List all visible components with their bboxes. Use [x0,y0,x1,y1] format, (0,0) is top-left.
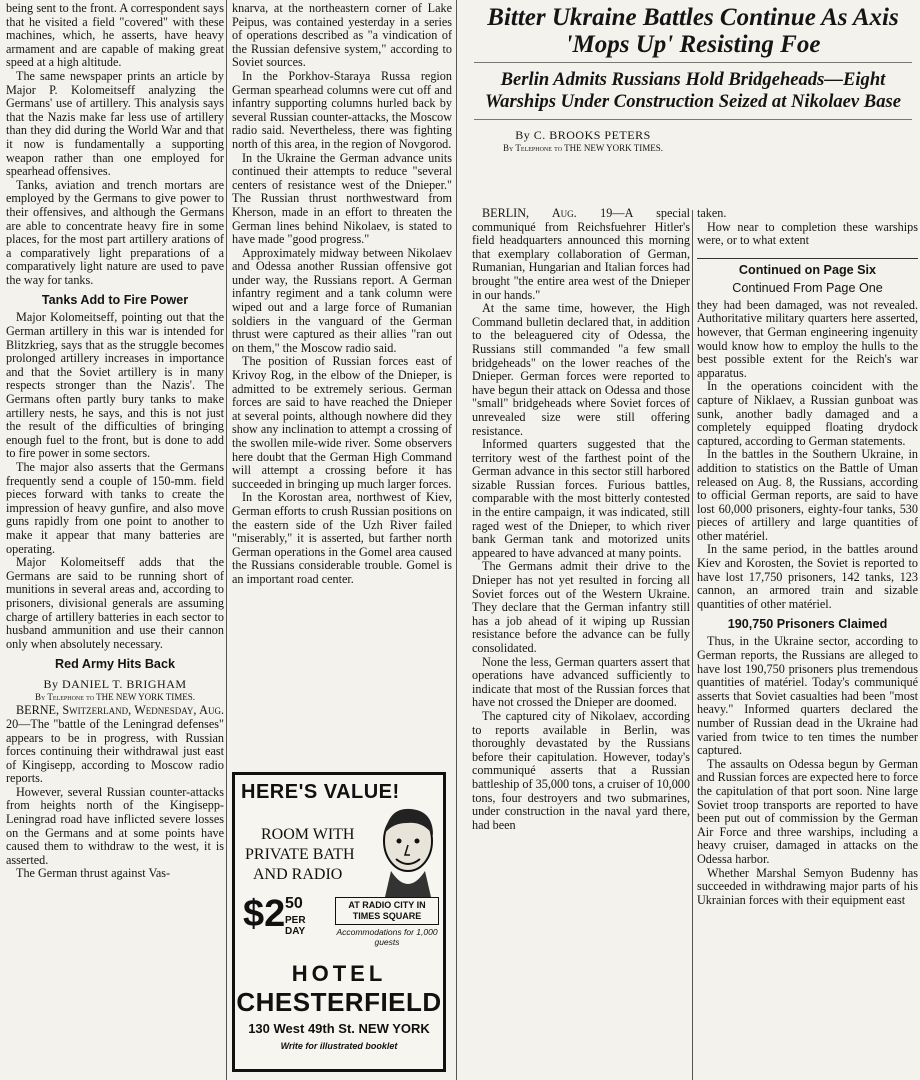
paragraph: In the Porkhov-Staraya Russa region German spearhead columns were cut off and infantry supporting columns hurled back by several Russian counter-attacks, the Moscow radio said. Nevertheless, there was fighting north of this area, in the region of Novgorod. [232,68,452,151]
hotel-advertisement [232,772,446,1072]
paragraph: None the less, German quarters assert that operations have advanced sufficiently to indicate that most of the Russian forces that have not crossed the Dnieper are doomed. [472,654,690,710]
column-rule [456,0,457,1080]
byline: By C. BROOKS PETERS [515,128,651,142]
subheading: Tanks Add to Fire Power [41,293,189,308]
paragraph: Approximately midway between Nikolaev and Odessa another Russian offensive got under way, the Russians report. A German infantry regiment and a tank column were wiped out and a large force of Rumanian soldiers in the vanguard of the German thrust were captured as their allies "ran out on them," the Moscow radio said. [232,245,452,355]
paragraph: Tanks, aviation and trench mortars are employed by the Germans to give power to their offensives, and although the Germans are able to concentrate heavy fire in some places, for the most part artillery arations of a comparatively light preparations of a comparatively light nature are used to pave the way for tanks. [6,177,224,287]
paragraph: The Germans admit their drive to the Dnieper has not yet resulted in forcing all Soviet forces out of the Western Ukraine. They declare that the German infantry still has a job ahead of it wiping up Russian resistance before the advance can be fully consolidated. [472,559,690,655]
byline-credit: By Telephone to THE NEW YORK TIMES. [35,692,195,703]
paragraph: In the Ukraine the German advance units continued their attempts to reduce "several centers of resistance west of the Dnieper." The Russian thrust northwestward from Kherson, made in an effort to threaten the German lines behind Nikolaev, is stated to have made "good progress." [232,150,452,247]
paragraph: The captured city of Nikolaev, according to reports available in Berlin, was thoroughly devastated by the Russians before their capitulation. However, today's communiqué asserts that a Russian battleship of 35,000 tons, a cruiser of 10,000 tons, four destroyers and two submarines, under construction in the naval yard there, had been [472,708,690,832]
ad-address: 130 West 49th St. NEW YORK [248,1021,430,1036]
ad-accommodations: Accommodations for 1,000 guests [336,927,438,947]
paragraph: The German thrust against Vas- [16,866,171,881]
paragraph-text: —The "battle of the Leningrad defenses" appears to be in progress, with Russian forces continuing their withdrawal just east of Kingisepp, according to Moscow radio reports. [6,716,224,786]
byline: By DANIEL T. BRIGHAM [43,677,187,692]
paragraph: In the Korostan area, northwest of Kiev, German efforts to crush Russian positions on the eastern side of the Uzh River failed "miserably," it is asserted, but farther north German operations in the Gomel area caused the Russians considerable trouble. Gomel is an important road center. [232,490,452,586]
ad-price-unit: PER DAY [285,915,306,937]
paragraph: How near to completion these warships were, or to what extent [697,219,918,248]
continued-from-notice: Continued From Page One [732,280,883,295]
ad-hotel-label: HOTEL [291,961,387,986]
ad-price-cents: 50 [285,895,303,912]
paragraph: Informed quarters suggested that the territory west of the farthest point of the German advance in this sector still harbored sizable Russian forces. Furious battles, comparable with the most bitterly contested in the entire campaign, it was indicated, still raged west of the Dnieper, to which river bank German tank and motorized units appeared to have advanced at many points. [472,437,690,560]
ad-offer-line: ROOM WITH [261,826,355,843]
ad-location-box: AT RADIO CITY IN TIMES SQUARE [335,897,439,925]
article-column-3-body [472,207,690,1080]
paragraph: knarva, at the northeastern corner of Lake Peipus, was contained yesterday in a series of operations described as "a vindication of the Russian defensive system," according to Soviet sources. [232,1,452,70]
paragraph-text: —A special communiqué from Reichsfuehrer Hitler's field headquarters announced this morning that exemplary collaboration of German, Rumanian, Hungarian and Italian forces had brought "the entire area west of the Dnieper in our hands." [472,207,690,302]
paragraph: In the same period, in the battles around Kiev and Korosten, the Soviet is reported to have lost 17,750 prisoners, 142 tanks, 123 cannon, an armored train and sizable quantities of other matériel. [697,542,918,611]
paragraph [6,704,224,786]
ad-offer-line: PRIVATE BATH [245,846,355,863]
article-column-4 [695,207,918,1080]
paragraph: In the operations coincident with the capture of Niklaev, a Russian gunboat was sunk, another badly damaged and a completely equipped floating drydock captured, according to German statements. [697,379,918,448]
paragraph: At the same time, however, the High Command bulletin declared that, in addition to the beleaguered city of Odessa, the Russians still commanded "a few small bridgeheads" on the lower reaches of the Dnieper. German forces were reported to have begun their attack on Odessa and those "small" bridgeheads where Soviet forces of unrevealed size were still offering resistance. [472,301,690,438]
ad-price: $2 [243,893,286,935]
paragraph: Major Kolomeitseff, pointing out that the German artillery in this war is intended for Blitzkrieg, says that as the struggle becomes prolonged artillery increases in importance and that the Soviet artillery is in many respects stronger than the Nazis'. The Germans often partly bury tanks to make artillery nests, he says, and this is not just the result of the difficulties of bringing enough fuel to the front, but is done to add to fire power in some sectors. [6,310,224,461]
paragraph: The position of Russian forces east of Krivoy Rog, in the elbow of the Dnieper, is admitted to be extremely serious. German forces are said to have reached the Dnieper at several points, although nowhere did they show any inclination to attempt a crossing of the swollen mile-wide river. Some observers here doubt that the German High Command will attempt a crossing before it has succeeded in bringing up much larger forces. [232,354,452,491]
paragraph: being sent to the front. A correspondent says that he visited a field "covered" with these machines, which, he asserts, have heavy armament and are capable of making great speed at a high altitude. [6,1,224,70]
paragraph: Thus, in the Ukraine sector, according to German reports, the Russians are alleged to have lost 190,750 prisoners plus tremendous quantities of matériel. Today's communiqué asserts that Soviet casualties had been "most heavy." Informed quarters declared the number of Russian dead in the Ukraine had varied from twice to ten times the number captured. [697,634,918,758]
ad-offer-text [245,825,355,885]
paragraph: they had been damaged, was not revealed. Authoritative military quarters here asserted, however, that German engineering ingenuity would know how to employ the hulls to the best possible extent for the Reich's war apparatus. [697,297,918,380]
dateline: BERLIN, Aug. 19 [482,207,613,220]
paragraph [472,207,690,302]
ad-hotel-name: CHESTERFIELD [236,987,442,1017]
smiling-man-illustration [377,799,439,897]
ad-offer-line: AND RADIO [253,866,343,883]
column-rule [226,0,227,1080]
headline-deck: Berlin Admits Russians Hold Bridgeheads—Eight Warships Under Construction Seized at Nikolaev Base [485,69,901,112]
article-column-1 [2,0,224,1080]
paragraph: Major Kolomeitseff adds that the Germans are said to be running short of munitions in several areas and, according to prisoners, divisional generals are assuming charge of artillery batteries in each sector to husband ammunition and use their cannon only when absolutely necessary. [6,555,224,651]
paragraph: However, several Russian counter-attacks from heights north of the Kingisepp-Leningrad road have inflicted severe losses on the Germans and at some points have caused them to withdraw to the west, it is asserted. [6,784,224,867]
ad-footer: Write for illustrated booklet [280,1041,398,1051]
byline-credit: By Telephone to THE NEW YORK TIMES. [503,143,663,153]
subheading: Red Army Hits Back [55,657,175,672]
headline-main: Bitter Ukraine Battles Continue As Axis 'Mops Up' Resisting Foe [487,4,899,58]
dateline: BERNE, Switzerland, Wednesday, Aug. 20 [6,703,224,731]
paragraph: The assaults on Odessa begun by German and Russian forces are expected here to force the capitulation of that port soon. Nine large Soviet troop transports are reported to have been put out of commission by the German Air Force and three warships, including a heavy cruiser, damaged in attacks on the Odessa harbor. [697,756,918,866]
paragraph: taken. [697,207,727,220]
ad-headline: HERE'S VALUE! [241,781,400,803]
paragraph: The major also asserts that the Germans frequently send a couple of 150-mm. field pieces forward with tanks to create the impression of heavy gunfire, and also move guns rapidly from one point to another to make it appear that many batteries are operating. [6,460,224,556]
headline-deck-block [474,69,912,120]
paragraph: In the battles in the Southern Ukraine, in addition to statistics on the Battle of Uman released on Aug. 8, the Russians, according to official German reports, are said to have lost 60,000 prisoners, eighty-four tanks, 530 pieces of artillery and large quantities of other matériel. [697,447,918,543]
subheading: 190,750 Prisoners Claimed [727,617,888,632]
paragraph: Whether Marshal Semyon Budenny has succeeded in withdrawing major parts of his Ukrainian forces with their equipment east [697,865,918,907]
headline [474,4,912,63]
continued-on-notice: Continued on Page Six [697,258,918,277]
paragraph: The same newspaper prints an article by Major P. Kolomeitseff analyzing the Germans' use of artillery. This analysis says that the Nazis make far less use of artillery than they did during the World War and that it now is fundamentally a supporting weapon rather than one employed for spearhead offensives. [6,68,224,179]
